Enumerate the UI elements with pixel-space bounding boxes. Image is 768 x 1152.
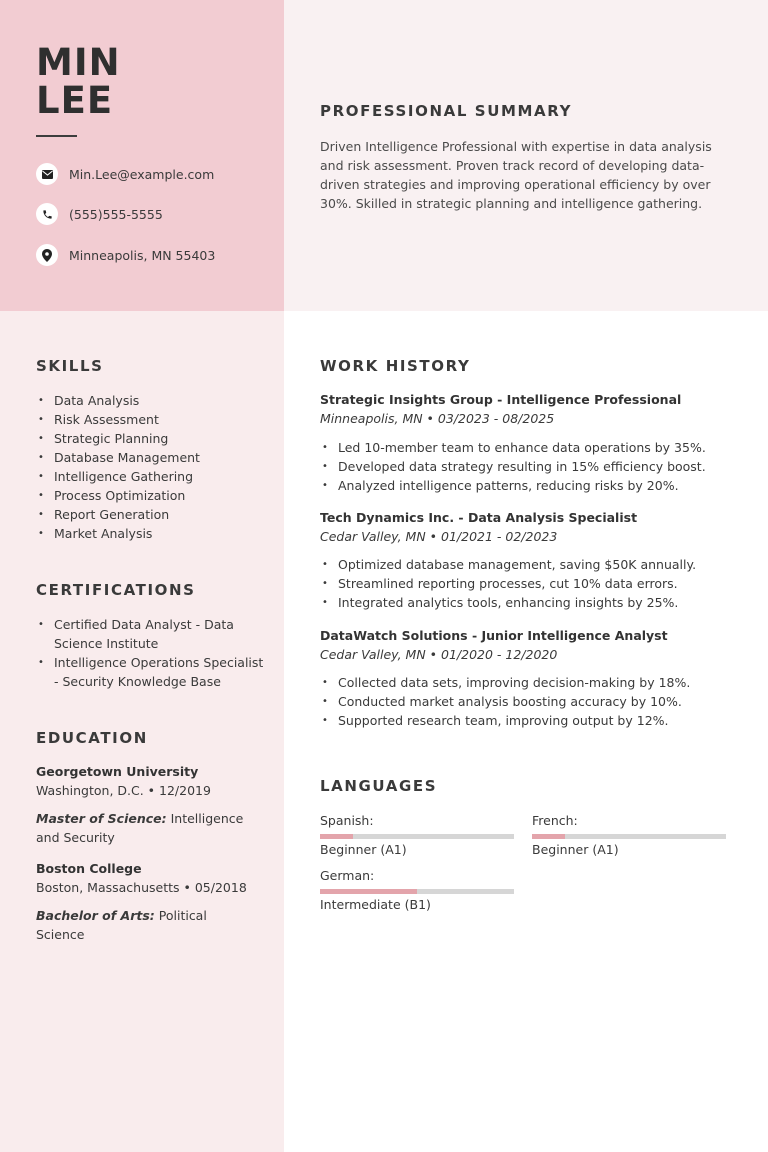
language-level: Intermediate (B1) bbox=[320, 897, 431, 912]
edu-school: Georgetown University bbox=[36, 764, 199, 779]
language-bar bbox=[320, 889, 514, 894]
list-item: • Led 10-member team to enhance data operations by 35%. bbox=[320, 438, 740, 457]
edu-meta: Boston, Massachusetts • 05/2018 bbox=[36, 880, 247, 895]
list-item: • Conducted market analysis boosting accuracy by 10%. bbox=[320, 692, 740, 711]
list-item: • Report Generation bbox=[36, 505, 266, 524]
job-title: Tech Dynamics Inc. - Data Analysis Specialist bbox=[320, 510, 638, 525]
list-item: • Integrated analytics tools, enhancing insights by 25%. bbox=[320, 593, 740, 612]
email-text: Min.Lee@example.com bbox=[69, 166, 215, 182]
last-name: LEE bbox=[36, 79, 114, 122]
language-level: Beginner (A1) bbox=[320, 842, 407, 857]
envelope-icon bbox=[36, 163, 58, 185]
job-title: Strategic Insights Group - Intelligence Professional bbox=[320, 392, 682, 407]
list-item: • Certified Data Analyst - Data Science Institute bbox=[36, 615, 264, 653]
edu-meta: Washington, D.C. • 12/2019 bbox=[36, 783, 211, 798]
degree-name: Bachelor of Arts: bbox=[36, 908, 155, 923]
list-item: • Strategic Planning bbox=[36, 429, 266, 448]
language-name: Spanish: bbox=[320, 813, 374, 828]
job-meta: Cedar Valley, MN • 01/2020 - 12/2020 bbox=[320, 647, 558, 662]
language-bar bbox=[532, 834, 726, 839]
work-title: WORK HISTORY bbox=[320, 357, 471, 375]
certifications-list bbox=[36, 615, 264, 691]
degree-field: Intelligence and Security bbox=[36, 811, 244, 845]
job-bullets bbox=[320, 438, 740, 495]
edu-school: Boston College bbox=[36, 861, 142, 876]
job-bullets bbox=[320, 673, 740, 730]
language-name: French: bbox=[532, 813, 578, 828]
edu-degree bbox=[36, 906, 256, 944]
certifications-title: CERTIFICATIONS bbox=[36, 581, 196, 599]
language-bar-fill bbox=[532, 834, 565, 839]
location-text: Minneapolis, MN 55403 bbox=[69, 247, 216, 263]
phone-icon bbox=[36, 203, 58, 225]
language-level: Beginner (A1) bbox=[532, 842, 619, 857]
degree-field: Political Science bbox=[36, 908, 207, 942]
languages-title: LANGUAGES bbox=[320, 777, 438, 795]
summary-text: Driven Intelligence Professional with expertise in data analysis and risk assessment. Proven track record of developing data-driven strategies and improving operational efficiency by over 30%. Skilled in strategic planning and intelligence gathering. bbox=[320, 139, 712, 211]
list-item: • Analyzed intelligence patterns, reducing risks by 20%. bbox=[320, 476, 740, 495]
job-meta: Minneapolis, MN • 03/2023 - 08/2025 bbox=[320, 411, 555, 426]
list-item: • Intelligence Gathering bbox=[36, 467, 266, 486]
name-divider bbox=[36, 135, 77, 137]
list-item: • Database Management bbox=[36, 448, 266, 467]
job-meta: Cedar Valley, MN • 01/2021 - 02/2023 bbox=[320, 529, 558, 544]
language-bar bbox=[320, 834, 514, 839]
first-name: MIN bbox=[36, 41, 121, 84]
list-item: • Supported research team, improving output by 12%. bbox=[320, 711, 740, 730]
list-item: • Optimized database management, saving $50K annually. bbox=[320, 555, 740, 574]
job-title: DataWatch Solutions - Junior Intelligence Analyst bbox=[320, 628, 668, 643]
language-bar-fill bbox=[320, 834, 353, 839]
phone-text: (555)555-5555 bbox=[69, 206, 163, 222]
skills-list bbox=[36, 391, 266, 543]
list-item: • Risk Assessment bbox=[36, 410, 266, 429]
job-bullets bbox=[320, 555, 740, 612]
degree-name: Master of Science: bbox=[36, 811, 167, 826]
list-item: • Market Analysis bbox=[36, 524, 266, 543]
edu-degree bbox=[36, 809, 256, 847]
candidate-name bbox=[36, 41, 121, 122]
list-item: • Collected data sets, improving decision-making by 18%. bbox=[320, 673, 740, 692]
list-item: • Streamlined reporting processes, cut 10% data errors. bbox=[320, 574, 740, 593]
contact-email[interactable] bbox=[36, 162, 214, 186]
language-name: German: bbox=[320, 868, 375, 883]
contact-location bbox=[36, 243, 215, 267]
contact-phone[interactable] bbox=[36, 202, 163, 226]
list-item: • Developed data strategy resulting in 15% efficiency boost. bbox=[320, 457, 740, 476]
list-item: • Intelligence Operations Specialist - Security Knowledge Base bbox=[36, 653, 264, 691]
list-item: • Data Analysis bbox=[36, 391, 266, 410]
language-bar-fill bbox=[320, 889, 417, 894]
list-item: • Process Optimization bbox=[36, 486, 266, 505]
summary-title: PROFESSIONAL SUMMARY bbox=[320, 102, 573, 120]
skills-title: SKILLS bbox=[36, 357, 104, 375]
map-pin-icon bbox=[36, 244, 58, 266]
education-title: EDUCATION bbox=[36, 729, 148, 747]
